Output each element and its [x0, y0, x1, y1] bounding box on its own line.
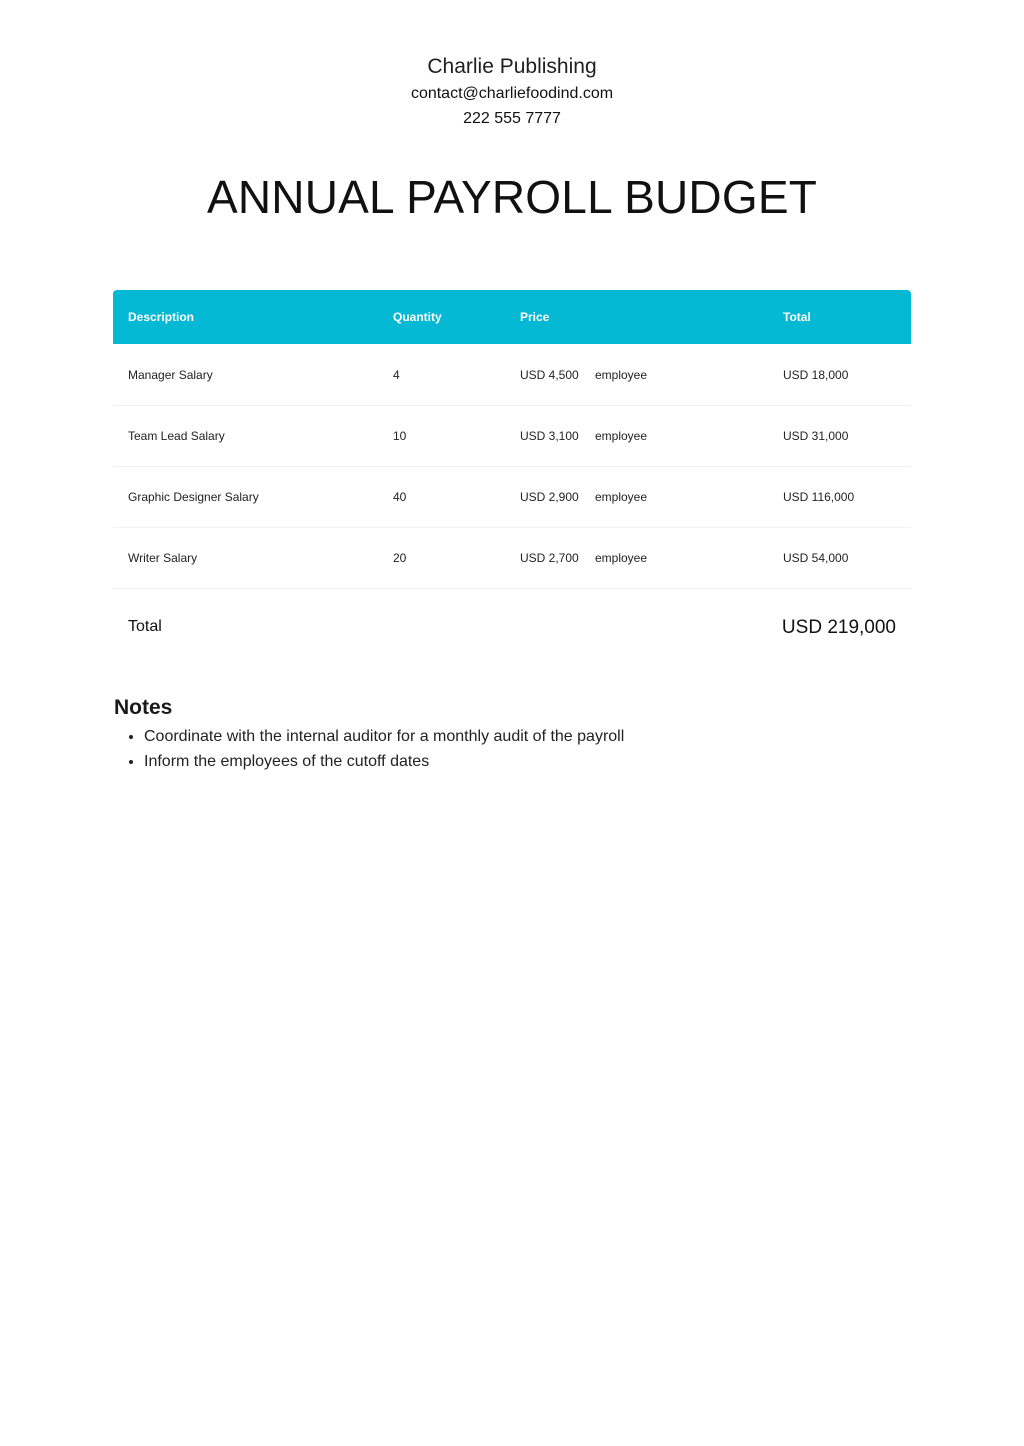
header-total: Total: [783, 310, 811, 324]
header-description: Description: [128, 310, 195, 324]
table-header: [113, 290, 911, 344]
row-unit: employee: [595, 490, 648, 504]
row-total: USD 18,000: [783, 367, 849, 382]
row-quantity: 4: [393, 367, 400, 382]
row-quantity: 40: [393, 490, 407, 504]
row-unit: employee: [595, 551, 648, 565]
company-email: contact@charliefoodind.com: [410, 85, 614, 102]
row-price: USD 2,700: [520, 551, 579, 565]
payroll-table: [113, 290, 911, 669]
company-header: [0, 54, 1024, 130]
company-name: Charlie Publishing: [427, 55, 597, 78]
row-total: USD 54,000: [783, 551, 849, 565]
row-description: Team Lead Salary: [128, 429, 225, 443]
list-item: • Inform the employees of the cutoff dates: [144, 749, 904, 774]
row-price: USD 4,500: [520, 367, 579, 382]
row-description: Writer Salary: [128, 551, 198, 565]
grand-total-label: Total: [128, 618, 162, 635]
document-title: ANNUAL PAYROLL BUDGET: [206, 171, 818, 223]
list-item: • Coordinate with the internal auditor for a monthly audit of the payroll: [144, 724, 904, 749]
row-total: USD 31,000: [783, 429, 849, 443]
row-price: USD 3,100: [520, 429, 579, 443]
row-quantity: 10: [393, 429, 407, 443]
header-quantity: Quantity: [393, 310, 442, 324]
table-row: [113, 406, 911, 467]
notes-section: [114, 695, 904, 774]
table-row: [113, 528, 911, 589]
header-price: Price: [520, 310, 550, 324]
grand-total-value: USD 219,000: [781, 617, 896, 638]
row-unit: employee: [595, 367, 648, 382]
row-price: USD 2,900: [520, 490, 579, 504]
grand-total-row: [113, 589, 911, 669]
row-total: USD 116,000: [783, 490, 855, 504]
row-description: Manager Salary: [128, 367, 213, 382]
notes-list: [114, 724, 904, 774]
row-unit: employee: [595, 429, 648, 443]
table-row: [113, 344, 911, 406]
notes-heading: Notes: [114, 696, 173, 719]
company-phone: 222 555 7777: [463, 110, 561, 127]
row-description: Graphic Designer Salary: [128, 490, 259, 504]
row-quantity: 20: [393, 551, 407, 565]
table-row: [113, 467, 911, 528]
